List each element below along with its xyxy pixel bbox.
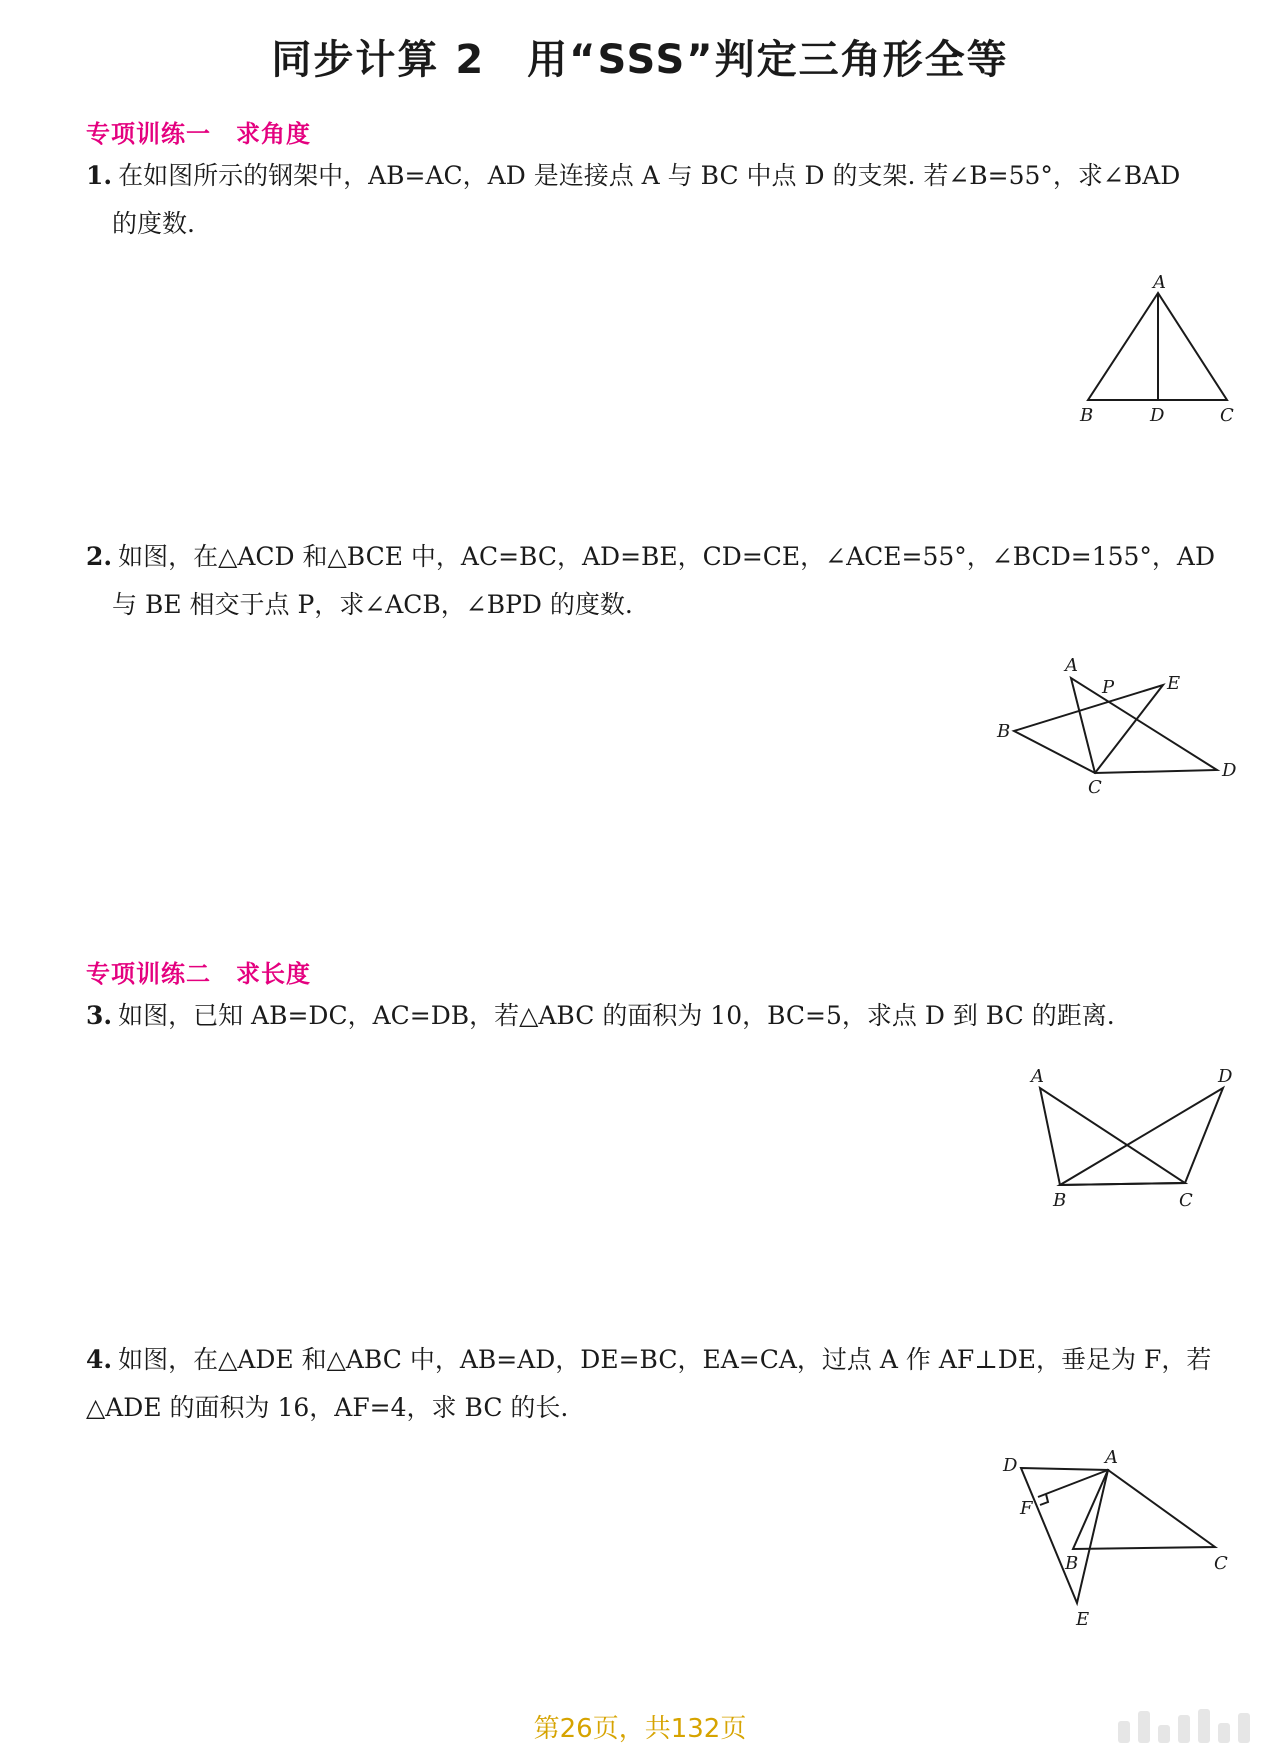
triangle-bce bbox=[1014, 685, 1163, 773]
label-d: D bbox=[1003, 1455, 1018, 1476]
problem-text-line1: 在如图所示的钢架中，AB=AC，AD 是连接点 A 与 BC 中点 D 的支架. 若∠B=55°，求∠BAD bbox=[118, 161, 1181, 190]
label-e: E bbox=[1167, 673, 1181, 694]
label-b: B bbox=[997, 721, 1011, 742]
label-p: P bbox=[1102, 677, 1115, 698]
label-a: A bbox=[1065, 655, 1078, 676]
problem-text-line2: 的度数. bbox=[112, 209, 195, 238]
triangle-ade bbox=[1021, 1468, 1108, 1603]
page-number-footer: 第26页，共132页 bbox=[533, 1714, 747, 1744]
problem-1 bbox=[86, 152, 1236, 248]
problem-2 bbox=[86, 533, 1236, 629]
label-b: B bbox=[1065, 1553, 1079, 1574]
problem-text-line1: 如图，在△ADE 和△ABC 中，AB=AD，DE=BC，EA=CA，过点 A 作 AF⊥DE，垂足为 F，若 bbox=[118, 1345, 1212, 1374]
label-c: C bbox=[1179, 1190, 1193, 1210]
triangle-abc bbox=[1040, 1088, 1185, 1185]
problem-number: 1. bbox=[86, 161, 113, 190]
triangle-dbc bbox=[1060, 1088, 1223, 1185]
triangle-acd bbox=[1071, 678, 1217, 773]
problem-number: 2. bbox=[86, 542, 113, 571]
label-b: B bbox=[1080, 405, 1094, 426]
watermark-bars-icon bbox=[1118, 1709, 1250, 1743]
label-c: C bbox=[1220, 405, 1234, 426]
label-d: D bbox=[1222, 760, 1237, 781]
problem-text-line2: 与 BE 相交于点 P，求∠ACB，∠BPD 的度数. bbox=[112, 590, 633, 619]
section-heading-angle: 专项训练一 求角度 bbox=[86, 120, 311, 148]
label-c: C bbox=[1088, 777, 1102, 795]
figure-1-triangle bbox=[1070, 275, 1250, 435]
label-f: F bbox=[1020, 1498, 1033, 1519]
label-a: A bbox=[1105, 1447, 1118, 1468]
figure-2-triangles bbox=[985, 655, 1245, 795]
problem-3 bbox=[86, 992, 1236, 1040]
label-e: E bbox=[1076, 1609, 1090, 1630]
problem-text-line1: 如图，已知 AB=DC，AC=DB，若△ABC 的面积为 10，BC=5，求点 D 到 BC 的距离. bbox=[118, 1001, 1115, 1030]
problem-4 bbox=[86, 1336, 1236, 1432]
label-a: A bbox=[1153, 275, 1166, 293]
label-c: C bbox=[1214, 1553, 1228, 1574]
problem-text-line1: 如图，在△ACD 和△BCE 中，AC=BC，AD=BE，CD=CE，∠ACE=55°，∠BCD=155°，AD bbox=[118, 542, 1216, 571]
label-a: A bbox=[1031, 1066, 1044, 1087]
problem-text-line2: △ADE 的面积为 16，AF=4，求 BC 的长. bbox=[86, 1393, 569, 1422]
figure-4-triangles bbox=[995, 1445, 1255, 1630]
triangle-abc bbox=[1073, 1470, 1215, 1549]
figure-3-triangles bbox=[1015, 1060, 1255, 1210]
label-b: B bbox=[1053, 1190, 1067, 1210]
problem-number: 4. bbox=[86, 1345, 113, 1374]
problem-number: 3. bbox=[86, 1001, 113, 1030]
page-title: 同步计算 2 用“SSS”判定三角形全等 bbox=[271, 37, 1009, 83]
label-d: D bbox=[1218, 1066, 1233, 1087]
label-d: D bbox=[1150, 405, 1165, 426]
section-heading-length: 专项训练二 求长度 bbox=[86, 960, 311, 988]
